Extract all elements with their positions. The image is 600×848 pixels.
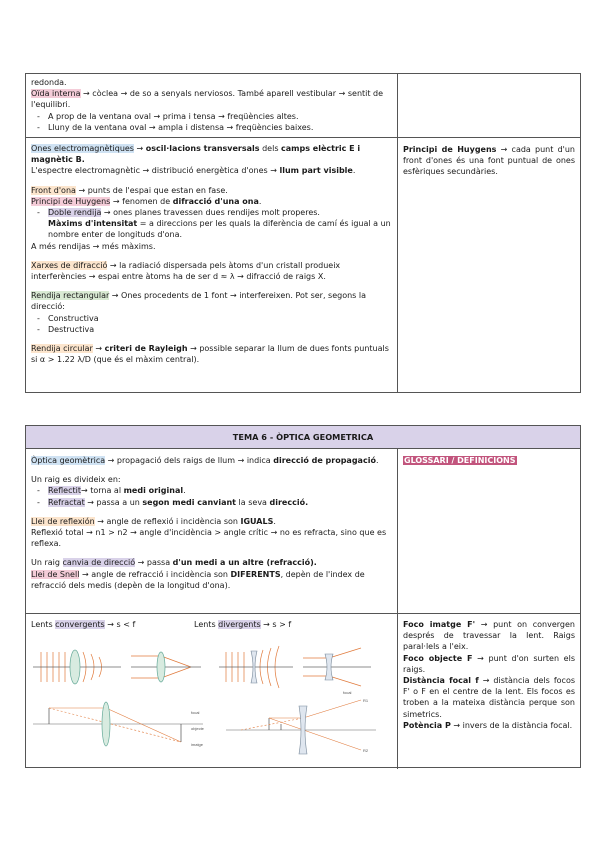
label-imatge: imatge (191, 742, 204, 748)
text: → punts de l'espai que estan en fase. (75, 185, 228, 195)
label-focal: focal (191, 710, 200, 716)
text: . (183, 486, 186, 496)
list-raig (31, 485, 392, 507)
para-snell (31, 569, 392, 591)
term-snell: Llei de Snell (31, 569, 80, 579)
list-item (31, 207, 392, 241)
section-header: TEMA 6 - ÒPTICA GEOMETRICA (26, 426, 580, 449)
para-espectre (31, 165, 392, 176)
text: → s > f (260, 620, 292, 629)
text: → cada punt d'un front d'ones és una font puntual de ones esfèriques secundàries. (403, 145, 575, 177)
text-bold: Distància focal f (403, 676, 479, 686)
text-bold: Foco imatge F' (403, 620, 476, 629)
divergent-ray-diagram (303, 648, 371, 686)
text-redonda: redonda. (31, 78, 67, 87)
term-ones: Ones electromagnètiques (31, 144, 134, 153)
glossari-tag: GLOSSARI / DEFINICIONS (404, 456, 516, 465)
text: Lents (194, 620, 219, 629)
text: → invers de la distància focal. (450, 720, 573, 730)
text-bold: criteri de Rayleigh (104, 344, 188, 354)
text-bold: medi original (123, 486, 184, 496)
label-objecte: objecte (191, 726, 204, 732)
cell-lents (26, 614, 398, 769)
term-optica: Òptica geomètrica (31, 456, 106, 465)
convergent-lens-shape-3 (102, 702, 110, 746)
list-doble (31, 207, 392, 241)
text: . (375, 456, 379, 465)
list-item: - Lluny de la ventana oval → ampla i distensa → freqüències baixes. (31, 122, 392, 133)
text: → angle de reflexió i incidència son (94, 516, 241, 526)
list-rect (31, 313, 392, 335)
para-rect (31, 290, 392, 312)
text: → punt d'on surten els raigs. (403, 653, 575, 674)
text: → ones planes travessen dues rendijes molt properes. (101, 208, 320, 218)
para-xarxes (31, 260, 392, 282)
term-front: Front d'ona (31, 185, 76, 195)
heading-divergents (194, 619, 291, 630)
term-circ: Rendija circular (31, 344, 93, 354)
label-focal-2: focal (343, 690, 352, 696)
term-oida-interna: Oïda interna (31, 89, 81, 99)
cell-optica (26, 449, 398, 613)
row-oida (26, 74, 580, 137)
term-canvia: canvia de direcció (62, 558, 136, 568)
text-bold: IGUALS (240, 516, 274, 526)
text: → la radiació dispersada pels àtoms d'un cristall produeix interferències → espai entre àtoms ha de ser d ≈ λ → difracció de raigs X. (31, 260, 341, 282)
text: → distància dels focos F' o F en el centre de la lent. Els focos es troben a la mateixa distància perque son simetrics. (403, 676, 576, 719)
text: → possible separar la llum de dues fonts puntuals si α > 1.22 λ/D (que és el màxim central). (31, 344, 389, 365)
notes-table-tema6 (25, 425, 581, 768)
cell-glossari (398, 449, 580, 613)
label-r1: R1 (363, 698, 369, 704)
text-bold: Principi de Huygens (403, 145, 497, 154)
text: dels (259, 144, 282, 153)
text-bold: segon medi canviant (142, 497, 237, 507)
text: → fenomen de (110, 196, 173, 206)
para-huygens-def (403, 144, 575, 178)
para-oida (31, 88, 392, 110)
heading-convergents (31, 619, 194, 630)
convergent-lens-shape (70, 650, 80, 684)
text: . (258, 196, 262, 206)
text-bold: Potència P (403, 720, 451, 730)
text: → Ones procedents de 1 font → interfereixen. Pot ser, segons la direcció: (31, 291, 367, 312)
para-total: Reflexió total → n1 > n2 → angle d'incidència > angle crític → no es refracta, sino que es reflexa. (31, 528, 387, 549)
text: , depèn de l'index de refracció dels medis (depèn de la longitud d'ona). (31, 569, 365, 590)
def-foco-objecte (403, 653, 575, 675)
para-front (31, 185, 392, 196)
row-lents (26, 613, 580, 769)
list-item: - Destructiva (31, 324, 392, 335)
para-huygens (31, 196, 392, 207)
row-ones (26, 137, 580, 393)
para-llei (31, 516, 392, 527)
para-ones (31, 143, 392, 165)
text-bold: Màxims d'intensitat (48, 219, 138, 229)
term-refractat: Refractat (48, 497, 85, 507)
para-raig: Un raig es divideix en: (31, 475, 121, 485)
cell-oida (26, 74, 398, 137)
def-distancia (403, 675, 575, 720)
text: → punt on convergen després de travessar la lent. Raigs paral·lels a l'eix. (403, 620, 575, 652)
text-bold: DIFERENTS (230, 569, 281, 579)
cell-empty (398, 74, 580, 137)
text-bold: oscil·lacions transversals (145, 144, 260, 153)
term-convergents: convergents (55, 620, 105, 629)
row-optica (26, 449, 580, 613)
text: . (273, 516, 276, 526)
text: → propagació dels raigs de llum → indica (105, 456, 274, 465)
term-llei: Llei de reflexión (31, 516, 95, 526)
convergent-lens-shape-2 (157, 652, 165, 682)
term-reflectit: Reflectit (48, 486, 81, 496)
para-mes: A més rendijas → més màxims. (31, 241, 156, 251)
text-bold: Foco objecte F (403, 653, 473, 663)
cell-ones (26, 138, 398, 393)
lens-illustrations (31, 630, 392, 760)
text: la seva (236, 497, 270, 507)
text-bold: direcció de propagació (273, 456, 376, 465)
label-r2: R2 (363, 748, 369, 754)
list-item (31, 497, 392, 508)
convergent-ray-diagram (131, 656, 201, 678)
term-xarxes: Xarxes de difracció (31, 260, 108, 270)
text: → passa a un (84, 497, 143, 507)
list-ventana (31, 111, 392, 133)
text-bold: direcció. (269, 497, 309, 507)
term-rect: Rendija rectangular (31, 291, 110, 301)
lens-diagrams (31, 630, 391, 760)
term-doble: Doble rendija (48, 208, 102, 218)
text: → angle de refracció i incidència son (79, 569, 231, 579)
notes-table-wave-physics (25, 73, 581, 393)
term-huygens: Principi de Huygens (31, 196, 111, 206)
def-foco-imatge (403, 619, 575, 653)
list-item: - Constructiva (31, 313, 392, 324)
lents-headings (31, 619, 392, 630)
text: → torna al (80, 486, 124, 496)
text-bold: difracció d'una ona (172, 196, 259, 206)
list-item (31, 485, 392, 496)
text: → (92, 344, 105, 354)
cell-focus-defs (398, 614, 580, 769)
text-bold: d'un medi a un altre (refracció). (172, 558, 317, 568)
cell-huygens-def (398, 138, 580, 393)
para-optica (31, 455, 392, 466)
text-bold: llum part visible (279, 166, 353, 176)
para-canvia (31, 557, 392, 568)
text: → s < f (104, 620, 136, 629)
text: L'espectre electromagnètic → distribució energètica d'ones → (31, 166, 280, 176)
def-potencia (403, 720, 575, 731)
text: → (133, 144, 146, 153)
text: Lents (31, 620, 56, 629)
term-divergents: divergents (218, 620, 261, 629)
text: = a direccions per les quals la diferència de camí és igual a un nombre enter de longituds d'ona. (48, 219, 391, 240)
para-circ (31, 343, 392, 365)
list-item: - A prop de la ventana oval → prima i tensa → freqüències altes. (31, 111, 392, 122)
text: Un raig (31, 558, 63, 568)
text: . (352, 166, 356, 176)
text-oida: → còclea → de so a senyals nerviosos. També aparell vestibular → sentit de l'equilibri. (31, 89, 384, 110)
text: → passa (135, 558, 173, 568)
convergent-image-diagram (33, 708, 203, 742)
text-bold: camps elèctric E i magnètic B. (31, 144, 361, 165)
